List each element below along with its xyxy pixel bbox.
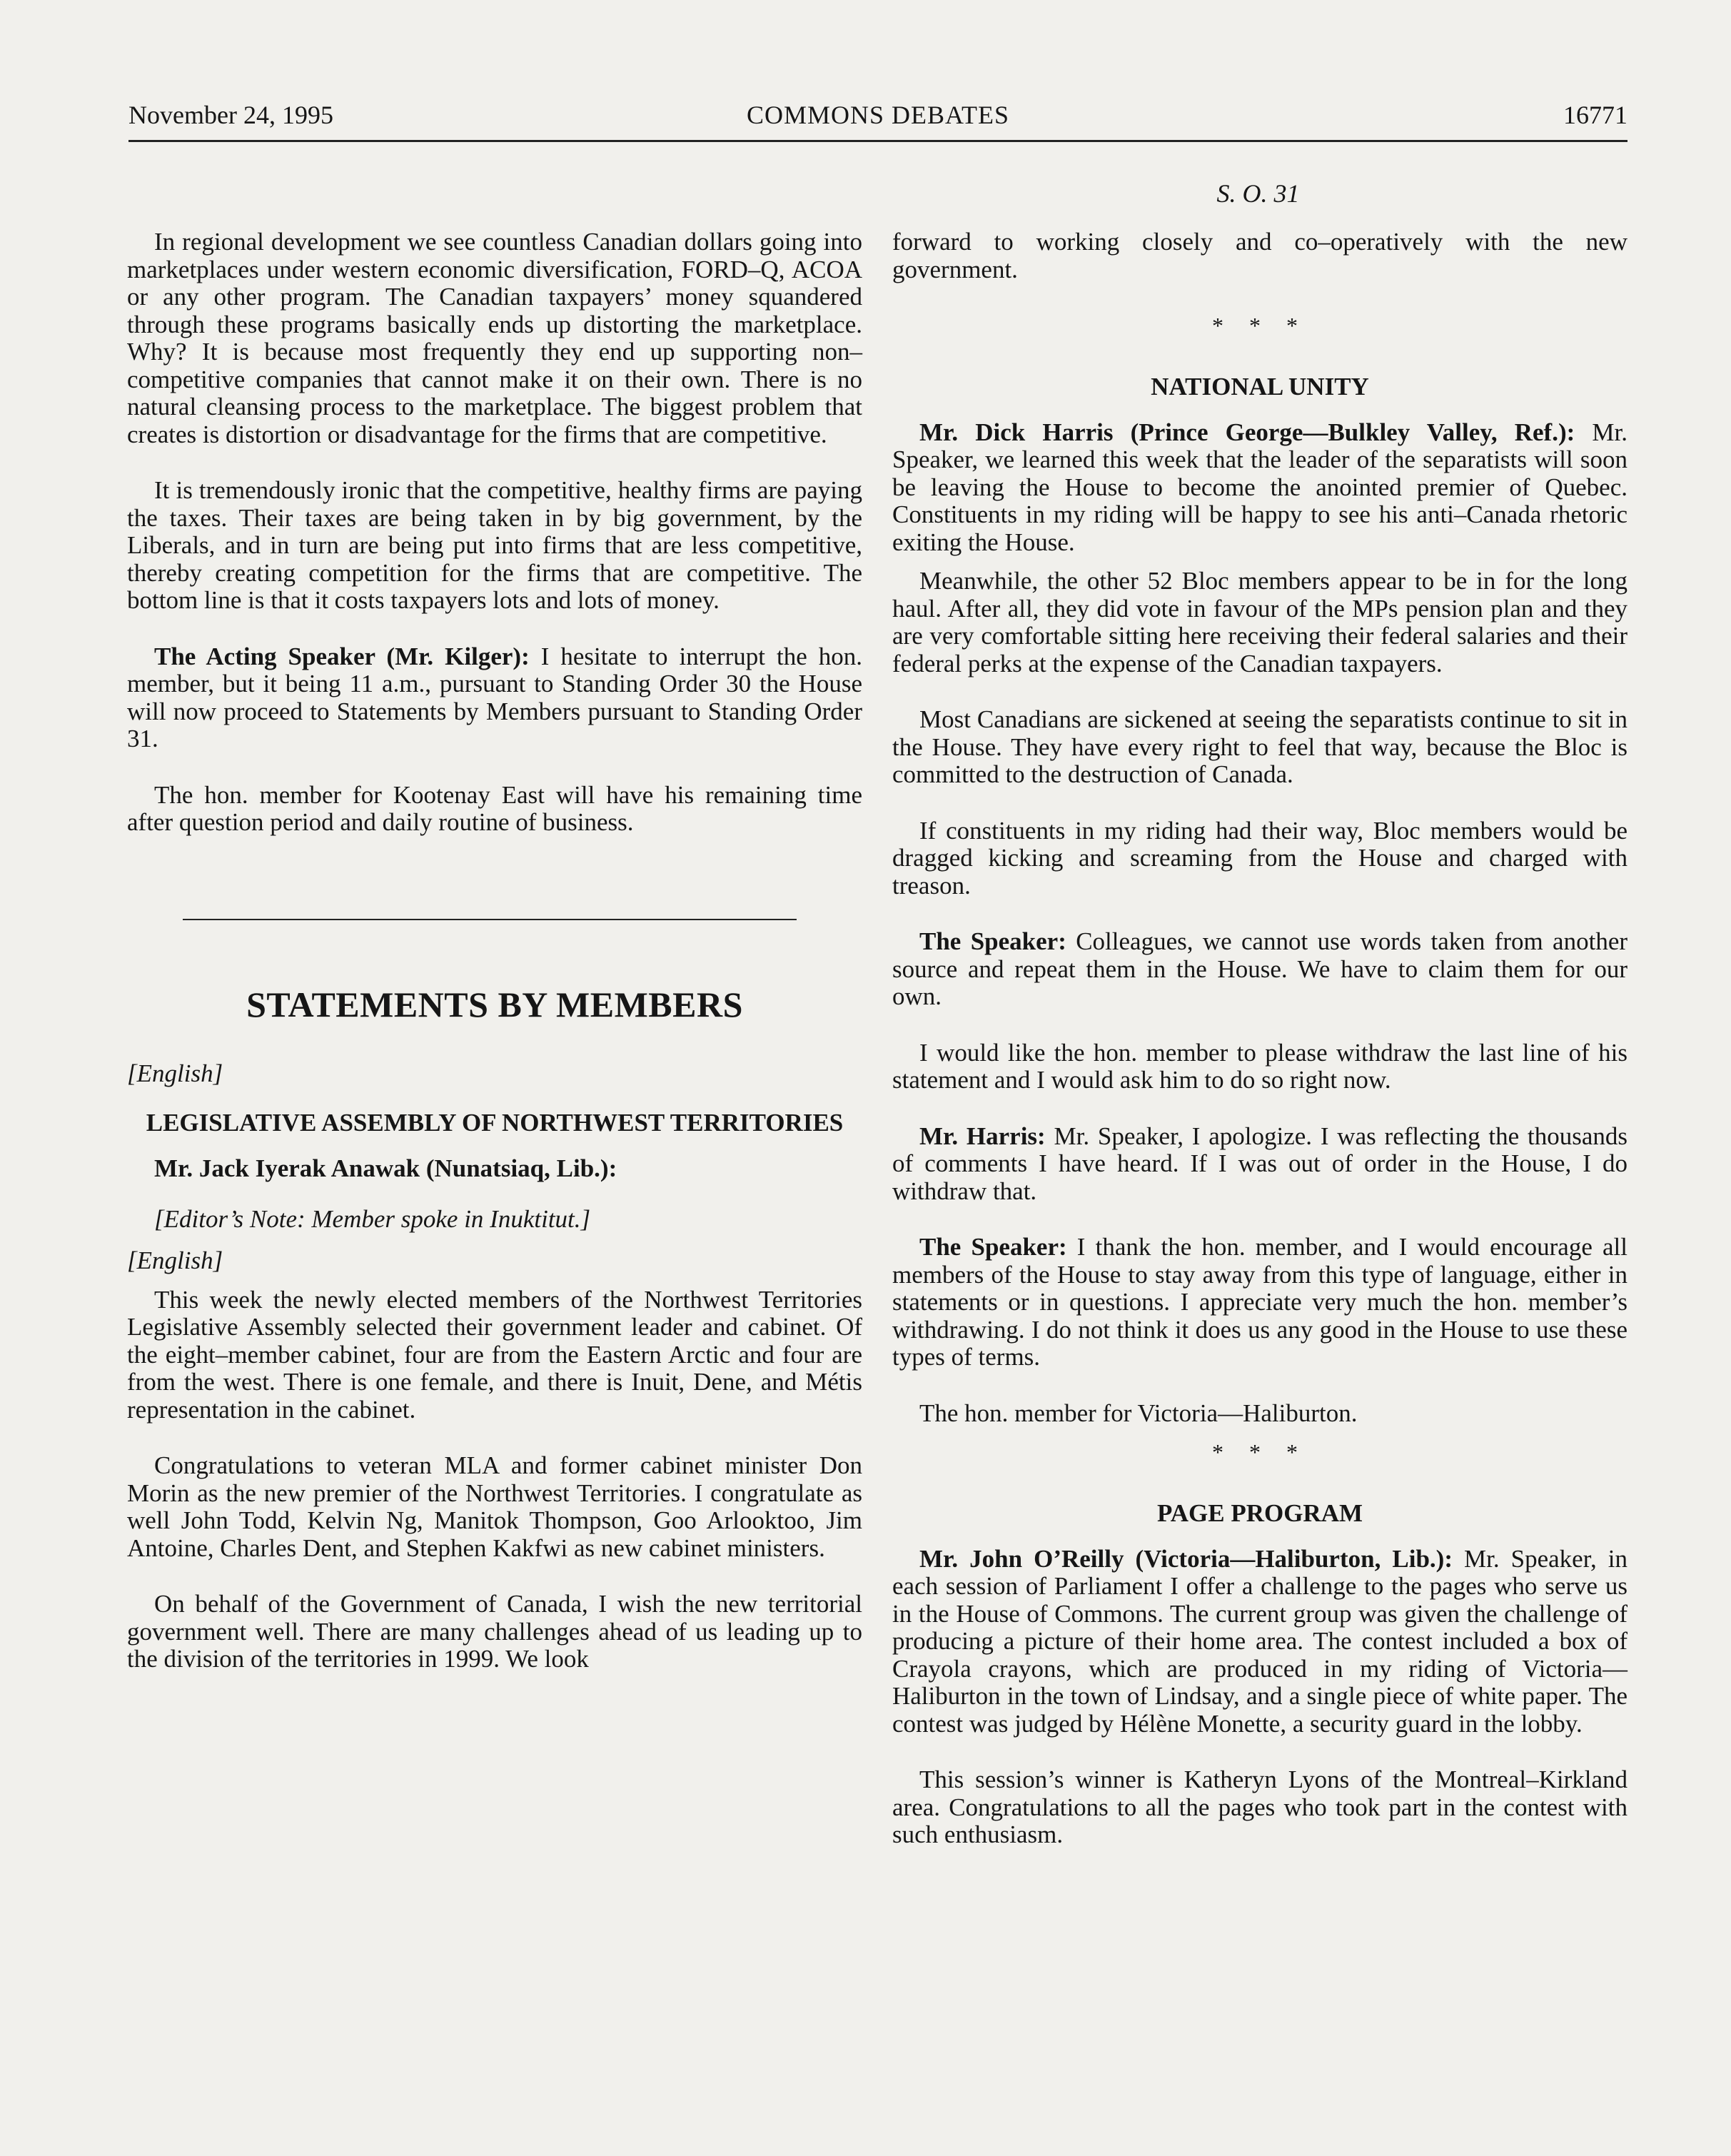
right-column (892, 228, 1627, 1878)
separator-stars: * * * (1212, 1439, 1308, 1465)
section-title: STATEMENTS BY MEMBERS (246, 984, 743, 1024)
speaker-name: Mr. John O’Reilly (Victoria—Haliburton, Lib.): (919, 1544, 1453, 1573)
running-header (128, 100, 1627, 143)
speech-text: Colleagues, we cannot use words taken from another source and repeat them in the House. We have to claim them for our own. (892, 927, 1628, 1010)
speech-text: Mr. Speaker, I apologize. I was reflecting the thousands of comments I have heard. If I was out of order in the House, I do withdraw that. (892, 1122, 1627, 1205)
separator-stars: * * * (1212, 313, 1308, 338)
speaker-name: The Speaker: (919, 1233, 1067, 1261)
speaker-name: The Speaker: (919, 927, 1066, 955)
speech-text: Mr. Speaker, we learned this week that the leader of the separatists will soon be leaving the House to become the anointed premier of Quebec. Constituents in my riding will be happy to see his anti–Canada rhetoric exiting the House. (892, 418, 1627, 556)
page-number: 16771 (1563, 101, 1627, 129)
paragraph: In regional development we see countless Canadian dollars going into marketplaces under western economic diversification, FORD–Q, ACOA or any other program. The Canadian taxpayers’ money squandered through these programs basically ends up distorting the marketplace. Why? It is because most frequently they end up supporting non–competitive companies that cannot make it on their own. There is no natural cleansing process to the marketplace. The biggest problem that creates is distortion or disadvantage for the firms that are competitive. (127, 228, 862, 448)
speaker-paragraph (892, 1123, 1627, 1206)
speaker-paragraph (127, 643, 862, 753)
paragraph: It is tremendously ironic that the competitive, healthy firms are paying the taxes. Their taxes are being taken in by big government, by the Liberals, and in turn are being put into firms that are less competitive, thereby creating competition for the firms that are competitive. The bottom line is that it costs taxpayers lots and lots of money. (127, 476, 862, 614)
speaker-name: Mr. Dick Harris (Prince George—Bulkley Valley, Ref.): (919, 418, 1575, 446)
speaker-name: Mr. Harris: (919, 1122, 1046, 1150)
header-rule (128, 140, 1627, 142)
speaker-paragraph (892, 1546, 1627, 1738)
statement-heading: LEGISLATIVE ASSEMBLY OF NORTHWEST TERRITORIES (146, 1109, 844, 1137)
paragraph: forward to working closely and co–operatively with the new government. (892, 228, 1627, 283)
speaker-name: Mr. Jack Iyerak Anawak (Nunatsiaq, Lib.): (154, 1154, 617, 1182)
paragraph: This session’s winner is Katheryn Lyons of the Montreal–Kirkland area. Congratulations to all the pages who took part in the contest with such enthusiasm. (892, 1765, 1627, 1848)
language-marker: [English] (127, 1246, 223, 1274)
speaker-name: The Acting Speaker (Mr. Kilger): (154, 642, 530, 670)
paragraph: This week the newly elected members of the Northwest Territories Legislative Assembly selected their government leader and cabinet. Of the eight–member cabinet, four are from the Eastern Arctic and four are from the west. There is one female, and there is Inuit, Dene, and Métis representation in the cabinet. (127, 1285, 862, 1424)
speaker-paragraph (892, 419, 1627, 557)
editors-note: [Editor’s Note: Member spoke in Inuktitut.] (154, 1204, 591, 1233)
paragraph: The hon. member for Kootenay East will have his remaining time after question period and daily routine of business. (127, 780, 862, 836)
paragraph: I would like the hon. member to please withdraw the last line of his statement and I would ask him to do so right now. (892, 1038, 1627, 1094)
statement-heading: NATIONAL UNITY (1151, 372, 1369, 401)
paragraph: Meanwhile, the other 52 Bloc members appear to be in for the long haul. After all, they did vote in favour of the MPs pension plan and they are very comfortable sitting here receiving their federal salaries and their federal perks at the expense of the Canadian taxpayers. (892, 567, 1627, 677)
paragraph: The hon. member for Victoria—Haliburton. (919, 1399, 1358, 1427)
paragraph: Congratulations to veteran MLA and former cabinet minister Don Morin as the new premier of the Northwest Territories. I congratulate as well John Todd, Kelvin Ng, Manitok Thompson, Goo Arlooktoo, Jim Antoine, Charles Dent, and Stephen Kakfwi as new cabinet ministers. (127, 1451, 862, 1562)
language-marker: [English] (127, 1059, 223, 1087)
speech-text: Mr. Speaker, in each session of Parliament I offer a challenge to the pages who serve us in the House of Commons. The current group was given the challenge of producing a picture of their home area. The contest included a box of Crayola crayons, which are produced in my riding of Victoria—Haliburton in the town of Lindsay, and a single piece of white paper. The contest was judged by Hélène Monette, a security guard in the lobby. (892, 1544, 1627, 1738)
speaker-paragraph (892, 928, 1627, 1011)
left-column (127, 228, 862, 1702)
speech-text: I hesitate to interrupt the hon. member, but it being 11 a.m., pursuant to Standing Order 30 the House will now proceed to Statements by Members pursuant to Standing Order 31. (127, 642, 862, 752)
header-date: November 24, 1995 (128, 101, 333, 129)
speaker-paragraph (892, 1234, 1627, 1371)
speech-text: I thank the hon. member, and I would encourage all members of the House to stay away from this type of language, either in statements or in questions. I appreciate very much the hon. member’s withdrawing. I do not think it does us any good in the House to use these types of terms. (892, 1233, 1628, 1371)
paragraph: Most Canadians are sickened at seeing the separatists continue to sit in the House. They have every right to feel that way, because the Bloc is committed to the destruction of Canada. (892, 705, 1627, 788)
section-divider (183, 919, 797, 920)
publication-title: COMMONS DEBATES (746, 101, 1010, 129)
section-marker: S. O. 31 (1216, 179, 1300, 208)
statement-heading: PAGE PROGRAM (1156, 1498, 1363, 1527)
paragraph: If constituents in my riding had their way, Bloc members would be dragged kicking and screaming from the House and charged with treason. (892, 816, 1627, 900)
paragraph: On behalf of the Government of Canada, I wish the new territorial government well. There are many challenges ahead of us leading up to the division of the territories in 1999. We look (127, 1590, 862, 1673)
